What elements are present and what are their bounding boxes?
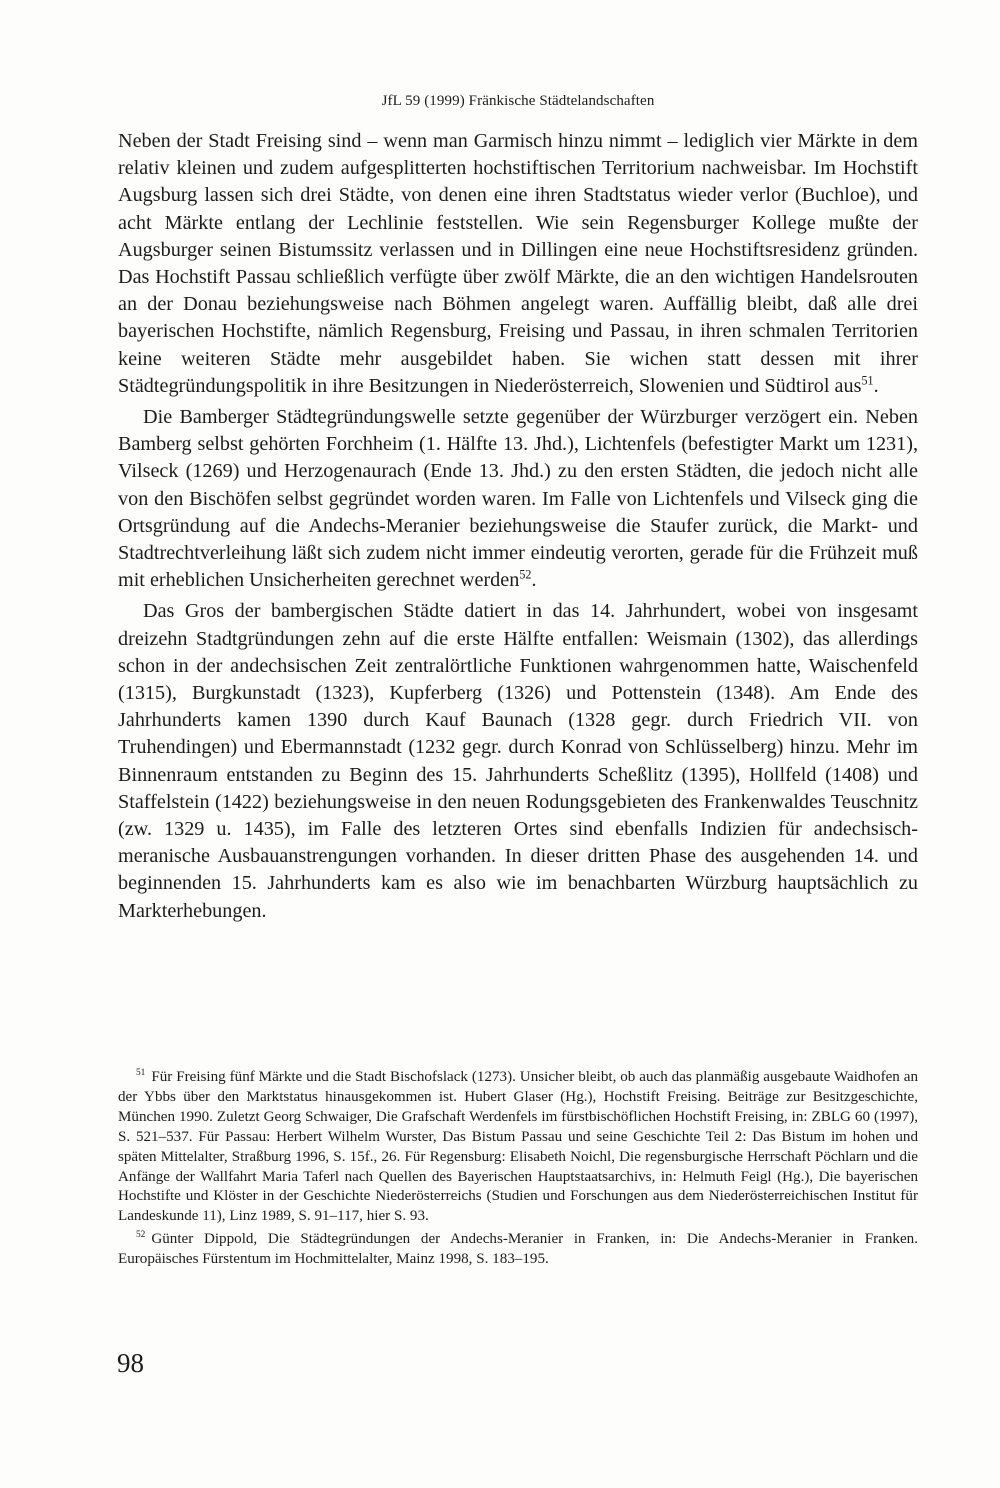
paragraph-2-end: .: [531, 569, 537, 592]
footnote-ref-52[interactable]: 52: [519, 567, 532, 582]
footnote-number: 52: [136, 1230, 146, 1241]
paragraph-2: [118, 404, 918, 594]
paragraph-2-text: Die Bamberger Städtegründungswelle setzte gegenüber der Würzburger verzögert ein. Neben Bamberg selbst gehörten Forchheim (1. Hälfte 13. Jhd.), Lichtenfels (befestigter Markt um 1231), Vilseck (1269) und Herzogenaurach (Ende 13. Jhd.) zu den ersten Städten, die jedoch nicht alle von den Bischöfen selbst gegründet worden waren. Im Falle von Lichtenfels und Vilseck ging die Ortsgründung auf die Andechs-Meranier beziehungsweise die Staufer zurück, die Markt- und Stadtrechtverleihung läßt sich zudem nicht immer eindeutig verorten, gerade für die Frühzeit muß mit erheblichen Unsicherheiten gerechnet werden: [118, 406, 918, 592]
paragraph-1-text: Neben der Stadt Freising sind – wenn man Garmisch hinzu nimmt – lediglich vier Märkte in dem relativ kleinen und zudem aufgesplitterten hochstiftischen Territorium nachweisbar. Im Hochstift Augsburg lassen sich drei Städte, von denen eine ihren Stadtstatus wieder verlor (Buchloe), und acht Märkte entlang der Lechlinie feststellen. Wie sein Regensburger Kollege mußte der Augsburger seinen Bistumssitz verlassen und in Dillingen eine neue Hochstiftsresidenz gründen. Das Hochstift Passau schließlich verfügte über zwölf Märkte, die an den wichtigen Handelsrouten an der Donau beziehungsweise nach Böhmen angelegt waren. Auffällig bleibt, daß alle drei bayerischen Hochstifte, nämlich Regensburg, Freising und Passau, in ihren schmalen Territorien keine weiteren Städte mehr ausgebildet haben. Sie wichen statt dessen mit ihrer Städtegründungspolitik in ihre Besitzungen in Niederösterreich, Slowenien und Südtirol aus: [118, 130, 918, 397]
footnote-text: Für Freising fünf Märkte und die Stadt Bischofslack (1273). Unsicher bleibt, ob auch das planmäßig ausgebaute Waidhofen an der Ybbs über den Marktstatus hinausgekommen ist. Hubert Glaser (Hg.), Hochstift Freising. Beiträge zur Besitzgeschichte, München 1990. Zuletzt Georg Schwaiger, Die Grafschaft Werdenfels im fürstbischöflichen Hochstift Freising, in: ZBLG 60 (1997), S. 521–537. Für Passau: Herbert Wilhelm Wurster, Das Bistum Passau und seine Geschichte Teil 2: Das Bistum im hohen und späten Mittelalter, Straßburg 1996, S. 15f., 26. Für Regensburg: Elisabeth Noichl, Die regensburgische Herrschaft Pöchlarn und die Anfänge der Wallfahrt Maria Taferl nach Quellen des Bayerischen Hauptstaatsarchivs, in: Helmuth Feigl (Hg.), Die bayerischen Hochstifte und Klöster in der Geschichte Niederösterreichs (Studien und Forschungen aus dem Niederösterreichischen Institut für Landeskunde 11), Linz 1989, S. 91–117, hier S. 93.: [118, 1069, 918, 1225]
footnote-51: [118, 1068, 918, 1227]
footnote-text: Günter Dippold, Die Städtegründungen der Andechs-Meranier in Franken, in: Die Andechs-Meranier in Franken. Europäisches Fürstentum im Hochmittelalter, Mainz 1998, S. 183–195.: [118, 1231, 918, 1268]
footnote-52: [118, 1230, 918, 1270]
running-head: JfL 59 (1999) Fränkische Städtelandschaften: [381, 93, 655, 109]
paragraph-1: [118, 128, 918, 400]
footnote-ref-51[interactable]: 51: [861, 373, 874, 388]
paragraph-3: Das Gros der bambergischen Städte datiert in das 14. Jahrhundert, wobei von insgesamt dreizehn Stadtgründungen zehn auf die erste Hälfte entfallen: Weismain (1302), das allerdings schon in der andechsischen Zeit zentralörtliche Funktionen wahrgenommen hatte, Waischenfeld (1315), Burgkunstadt (1323), Kupferberg (1326) und Pottenstein (1348). Am Ende des Jahrhunderts kamen 1390 durch Kauf Baunach (1328 gegr. durch Friedrich VII. von Truhendingen) und Ebermannstadt (1232 gegr. durch Konrad von Schlüsselberg) hinzu. Mehr im Binnenraum entstanden zu Beginn des 15. Jahrhunderts Scheßlitz (1395), Hollfeld (1408) und Staffelstein (1422) beziehungsweise in den neuen Rodungsgebieten des Frankenwaldes Teuschnitz (zw. 1329 u. 1435), im Falle des letzteren Ortes sind ebenfalls Indizien für andechsisch-meranische Ausbauanstrengungen vorhanden. In dieser dritten Phase des ausgehenden 14. und beginnenden 15. Jahrhunderts kam es also wie im benachbarten Würzburg hauptsächlich zu Markterhebungen.: [118, 600, 918, 922]
footnote-number: 51: [136, 1067, 146, 1078]
footnotes: [118, 1068, 918, 1270]
page-number: 98: [117, 1348, 144, 1378]
paragraph-1-end: .: [873, 374, 879, 397]
main-text: [118, 128, 918, 925]
